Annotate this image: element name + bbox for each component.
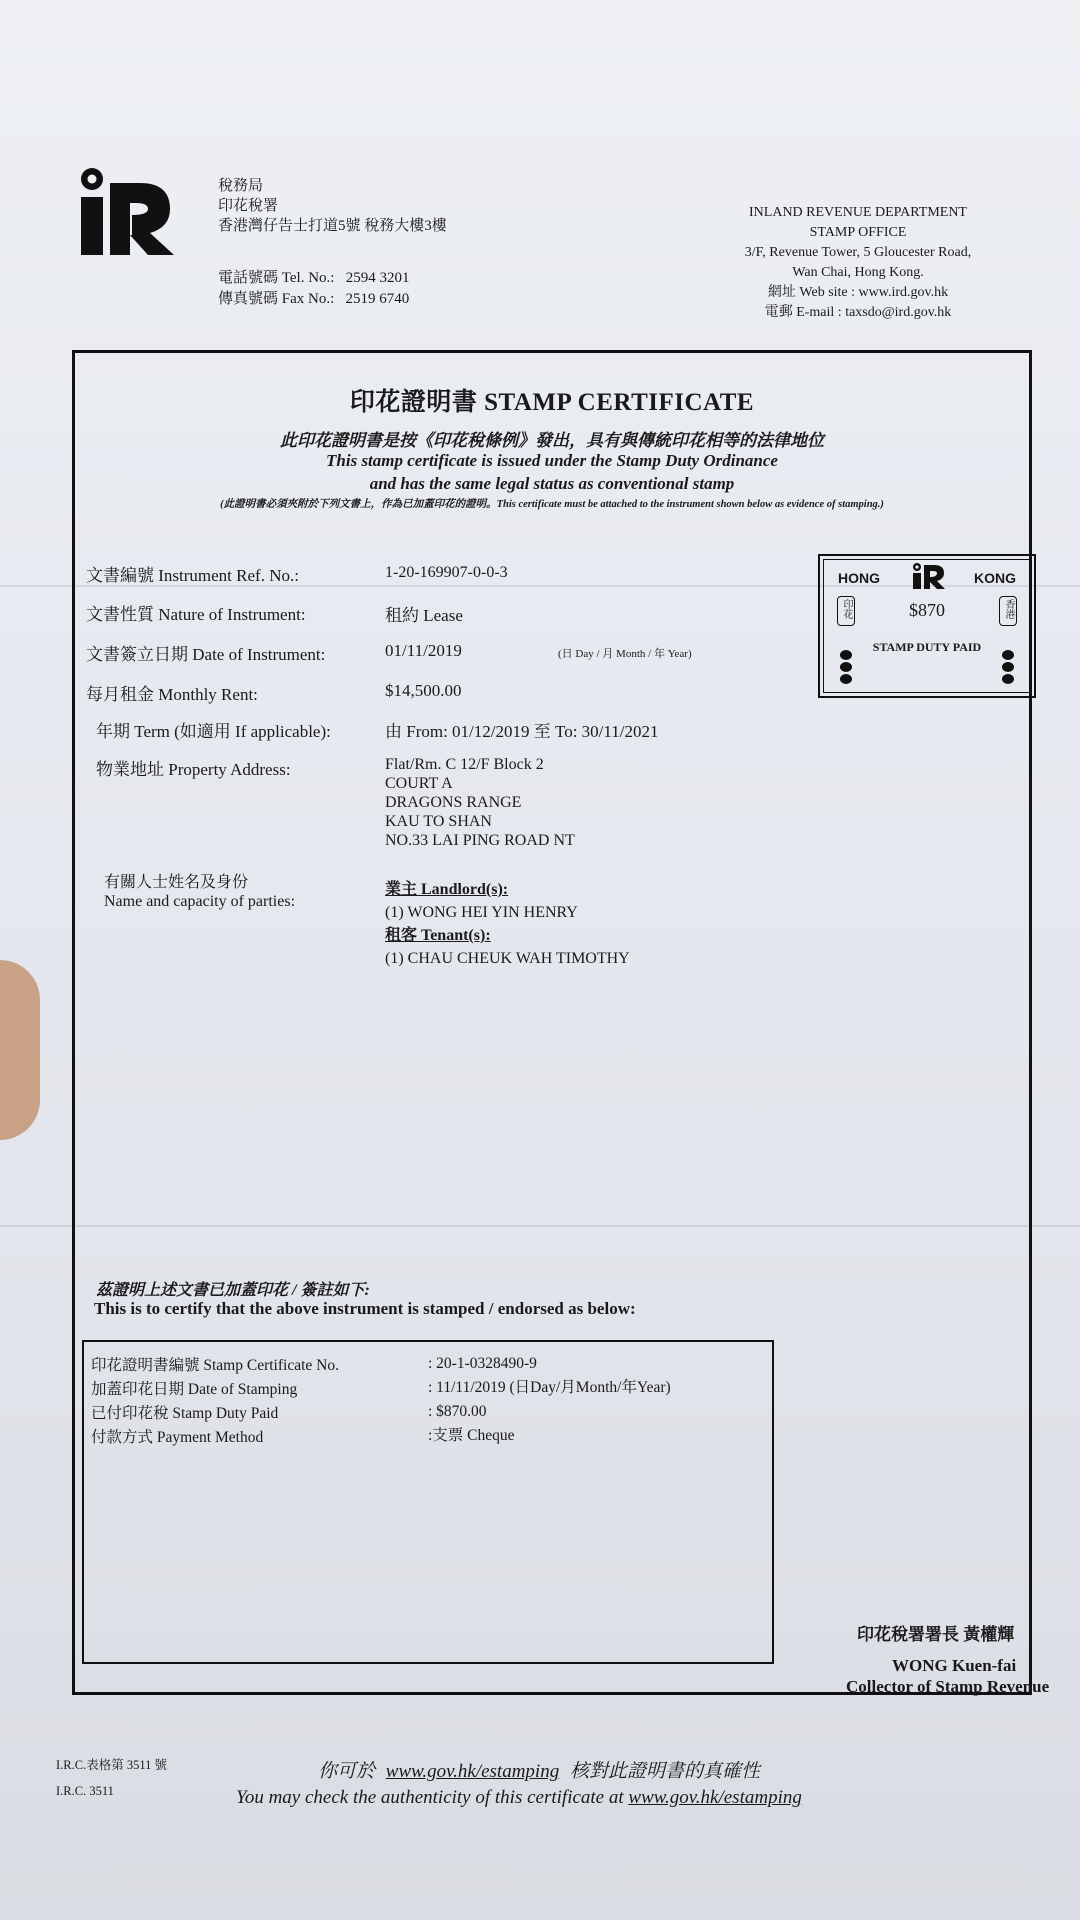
holding-finger (0, 960, 40, 1140)
certificate-note: (此證明書必須夾附於下列文書上，作為已加蓋印花的證明。This certificate must be attached to the instrument shown below as evidence of stamping.) (220, 499, 884, 510)
cert-no-label: 印花證明書編號 Stamp Certificate No. (91, 1357, 339, 1374)
tenant-name: (1) CHAU CHEUK WAH TIMOTHY (385, 950, 630, 967)
collector-title-zh: 印花稅署署長 黃權輝 (857, 1625, 1015, 1644)
stamp-duty-paid-stamp (818, 554, 1036, 698)
address-line: COURT A (385, 775, 453, 792)
payment-method-value: :支票 Cheque (428, 1427, 515, 1444)
fax-number: 2519 6740 (345, 291, 410, 307)
header-english-address (718, 203, 998, 323)
duty-paid-label: 已付印花稅 Stamp Duty Paid (91, 1405, 279, 1422)
ird-logo (78, 165, 178, 260)
dept-name-en: INLAND REVENUE DEPARTMENT (749, 205, 967, 220)
email-link[interactable]: taxsdo@ird.gov.hk (845, 305, 952, 320)
stamp-date-label: 加蓋印花日期 Date of Stamping (91, 1381, 298, 1398)
stamp-ird-logo-icon (912, 562, 946, 590)
email-label: 電郵 E-mail : (764, 305, 842, 320)
address-line-1: 3/F, Revenue Tower, 5 Gloucester Road, (744, 245, 972, 260)
endorsement-heading-en: This is to certify that the above instrument is stamped / endorsed as below: (94, 1299, 636, 1318)
address-line: DRAGONS RANGE (385, 794, 522, 811)
office-name-en: STAMP OFFICE (809, 225, 907, 240)
collector-name: WONG Kuen-fai (892, 1656, 1017, 1675)
stamp-hong: HONG (838, 570, 880, 586)
form-number-zh: I.R.C.表格第 3511 號 (56, 1758, 167, 1772)
address-value (385, 755, 575, 850)
stamp-seal-right-text: 香港 (1003, 599, 1014, 619)
certificate-title: 印花證明書 STAMP CERTIFICATE (349, 389, 755, 416)
stamp-seal-left-text: 印花 (841, 599, 852, 619)
verify-text-zh-suffix: 核對此證明書的真確性 (569, 1761, 760, 1782)
address-line: KAU TO SHAN (385, 813, 492, 830)
date-format-hint: (日 Day / 月 Month / 年 Year) (558, 648, 692, 660)
header-contact (218, 268, 409, 310)
cert-no-value: : 20-1-0328490-9 (428, 1355, 537, 1372)
certificate-subtitle-en-2: and has the same legal status as conventional stamp (369, 474, 735, 493)
office-name-zh: 印花稅署 (218, 198, 279, 214)
ref-value: 1-20-169907-0-0-3 (385, 564, 508, 581)
website-label: 網址 Web site : (767, 285, 856, 300)
stamp-seal-right (999, 596, 1017, 626)
verify-url-link[interactable]: www.gov.hk/estamping (385, 1761, 560, 1782)
address-label: 物業地址 Property Address: (96, 760, 291, 779)
endorsement-labels (91, 1354, 339, 1450)
term-label: 年期 Term (如適用 If applicable): (96, 722, 331, 741)
stamp-seal-left (837, 596, 855, 626)
stamp-amount: $870 (909, 600, 945, 620)
website-link[interactable]: www.ird.gov.hk (858, 285, 949, 300)
tel-number: 2594 3201 (345, 270, 410, 286)
tel-label: 電話號碼 Tel. No.: (218, 270, 335, 286)
header-chinese-address (218, 176, 447, 236)
date-value: 01/11/2019 (385, 641, 462, 660)
duty-paid-value: : $870.00 (428, 1403, 487, 1420)
nature-label: 文書性質 Nature of Instrument: (86, 605, 306, 624)
address-line: Flat/Rm. C 12/F Block 2 (385, 756, 544, 773)
verify-text-zh: 你可於 (318, 1761, 376, 1782)
date-label: 文書簽立日期 Date of Instrument: (86, 645, 326, 664)
form-number (56, 1752, 167, 1804)
stamp-paid-label: STAMP DUTY PAID (872, 640, 982, 654)
address-line-2: Wan Chai, Hong Kong. (792, 265, 924, 280)
address-zh: 香港灣仔告士打道5號 稅務大樓3樓 (218, 218, 447, 234)
stamp-ornament-left-icon (839, 648, 853, 686)
endorsement-values (428, 1352, 671, 1448)
stamp-date-value: : 11/11/2019 (日Day/月Month/年Year) (428, 1379, 671, 1396)
verify-text-en: You may check the authenticity of this certificate at (236, 1787, 624, 1808)
verify-url-link-en[interactable]: www.gov.hk/estamping (628, 1787, 802, 1808)
ref-label: 文書編號 Instrument Ref. No.: (86, 566, 299, 585)
parties-value (385, 878, 630, 970)
stamp-kong: KONG (974, 570, 1016, 586)
parties-label-en: Name and capacity of parties: (104, 893, 296, 910)
nature-value: 租約 Lease (385, 606, 463, 625)
parties-label-zh: 有關人士姓名及身份 (104, 874, 249, 891)
term-value: 由 From: 01/12/2019 至 To: 30/11/2021 (385, 722, 659, 741)
form-number-en: I.R.C. 3511 (56, 1784, 114, 1798)
payment-method-label: 付款方式 Payment Method (91, 1429, 264, 1446)
landlord-label: 業主 Landlord(s): (385, 881, 509, 898)
endorsement-heading-zh: 茲證明上述文書已加蓋印花 / 簽註如下: (96, 1282, 370, 1299)
parties-label (104, 873, 295, 911)
tenant-label: 租客 Tenant(s): (385, 927, 491, 944)
certificate-subtitle-zh: 此印花證明書是按《印花稅條例》發出，具有與傳統印花相等的法律地位 (280, 431, 824, 450)
collector-role: Collector of Stamp Revenue (846, 1677, 1050, 1696)
dept-name-zh: 稅務局 (218, 178, 264, 194)
rent-label: 每月租金 Monthly Rent: (86, 685, 258, 704)
fax-label: 傳真號碼 Fax No.: (218, 291, 335, 307)
certificate-subtitle-en-1: This stamp certificate is issued under the Stamp Duty Ordinance (326, 451, 778, 470)
address-line: NO.33 LAI PING ROAD NT (385, 832, 575, 849)
rent-value: $14,500.00 (385, 681, 462, 700)
verify-line-en (236, 1787, 802, 1809)
verify-line-zh (318, 1756, 760, 1783)
landlord-name: (1) WONG HEI YIN HENRY (385, 904, 578, 921)
stamp-ornament-right-icon (1001, 648, 1015, 686)
